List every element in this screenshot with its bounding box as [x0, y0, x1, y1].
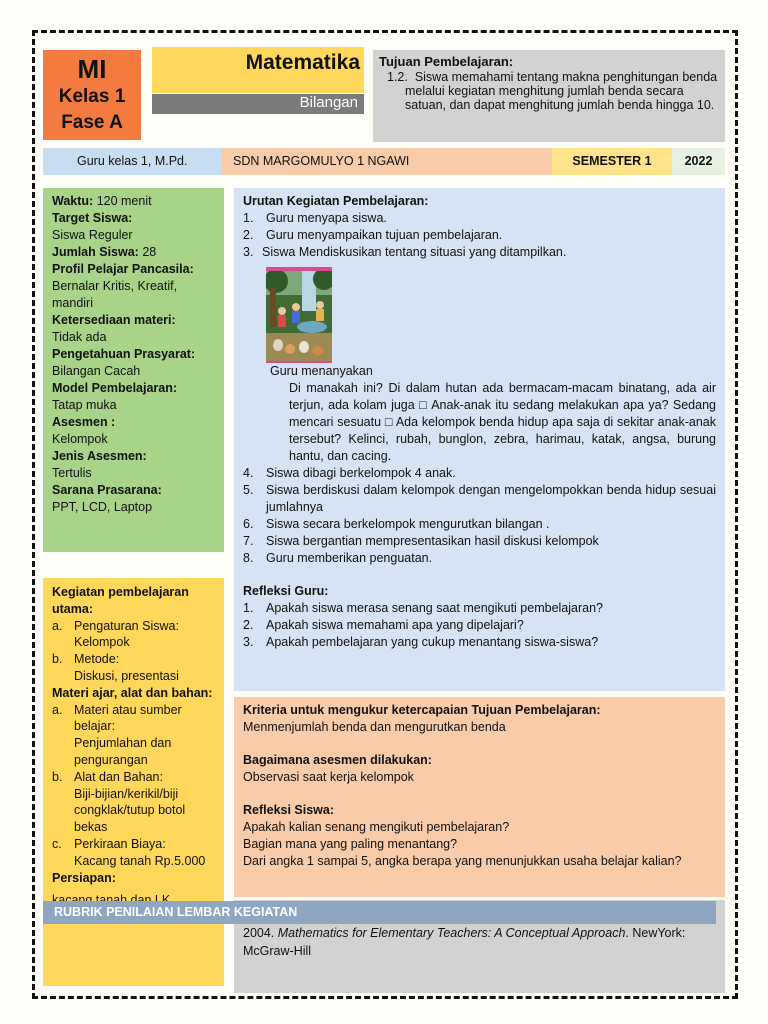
refleksi-guru-heading: Refleksi Guru:: [243, 584, 329, 598]
target-label: Target Siswa:: [52, 211, 133, 225]
item-label: Perkiraan Biaya:: [74, 836, 166, 851]
urutan-heading: Urutan Kegiatan Pembelajaran:: [243, 194, 429, 208]
item-value: Penjumlahan dan pengurangan: [74, 736, 172, 767]
kegiatan-heading: Kegiatan pembelajaran utama:: [52, 585, 189, 616]
item-text: Apakah siswa merasa senang saat mengikuti pembelajaran?: [266, 601, 603, 615]
step-number: 3.: [243, 245, 254, 259]
grade-label: Kelas 1: [58, 86, 126, 107]
teacher-field: Guru kelas 1, M.Pd.: [43, 148, 221, 175]
year-field: 2022: [672, 148, 725, 175]
prasyarat-value: Bilangan Cacah: [52, 364, 141, 378]
activity-sequence-panel: [234, 188, 725, 691]
reference-publisher: . NewYork: McGraw-Hill: [243, 926, 686, 958]
item-marker: b.: [52, 652, 63, 667]
step-item: [243, 482, 716, 516]
semester-field: SEMESTER 1: [552, 148, 672, 175]
jenis-label: Jenis Asesmen:: [52, 449, 147, 463]
jenis-value: Tertulis: [52, 466, 92, 480]
item-marker: a.: [52, 618, 63, 633]
reflection-item: [243, 634, 716, 651]
item-value: Biji-bijian/kerikil/biji congklak/tutup botol bekas: [74, 786, 186, 835]
item-text: Apakah siswa memahami apa yang dipelajari?: [266, 618, 524, 632]
step-item: [243, 516, 716, 533]
item-value: Diskusi, presentasi: [74, 668, 179, 683]
step-text: Siswa Mendiskusikan tentang situasi yang ditampilkan.: [262, 245, 567, 259]
reference-year: 2004.: [243, 926, 275, 940]
step-number: 4.: [243, 466, 254, 480]
item-number: 1.: [243, 601, 254, 615]
asesmen-value: Kelompok: [52, 432, 108, 446]
step-item: [243, 533, 716, 550]
item-text: Apakah pembelajaran yang cukup menantang siswa-siswa?: [266, 635, 599, 649]
list-item: [52, 702, 215, 769]
refleksi-siswa-item: Dari angka 1 sampai 5, angka berapa yang menunjukkan usaha belajar kalian?: [243, 854, 682, 868]
objective-body: Siswa memahami tentang makna penghitungan benda melalui kegiatan menghitung jumlah benda secara satuan, dan dapat menghitung jumlah benda hingga 10.: [405, 70, 718, 112]
item-marker: c.: [52, 836, 62, 851]
profil-value: Bernalar Kritis, Kreatif, mandiri: [52, 279, 178, 310]
step-item: [243, 550, 716, 567]
ketersediaan-label: Ketersediaan materi:: [52, 313, 176, 327]
objective-heading: Tujuan Pembelajaran:: [379, 54, 514, 69]
step-number: 2.: [243, 228, 254, 242]
profil-label: Profil Pelajar Pancasila:: [52, 262, 194, 276]
item-value: Kelompok: [74, 635, 130, 650]
subject-banner: [152, 47, 364, 93]
step-text: Guru menyampaikan tujuan pembelajaran.: [266, 228, 503, 242]
step-text: Guru menyapa siswa.: [266, 211, 387, 225]
step-number: 6.: [243, 517, 254, 531]
item-number: 3.: [243, 635, 254, 649]
rubric-banner: RUBRIK PENILAIAN LEMBAR KEGIATAN: [43, 901, 716, 924]
list-item: [52, 836, 215, 870]
sarana-label: Sarana Prasarana:: [52, 483, 162, 497]
activity-panel: [43, 578, 224, 986]
subject-title: Matematika: [245, 51, 360, 74]
step-number: 8.: [243, 551, 254, 565]
school-field: SDN MARGOMULYO 1 NGAWI: [221, 148, 552, 175]
sarana-value: PPT, LCD, Laptop: [52, 500, 153, 514]
target-value: Siswa Reguler: [52, 228, 133, 242]
level-label: MI: [77, 54, 107, 84]
phase-label: Fase A: [61, 112, 123, 133]
step-item: [243, 465, 716, 482]
list-item: [52, 769, 215, 836]
asesmen-text: Observasi saat kerja kelompok: [243, 770, 414, 784]
jumlah-label: Jumlah Siswa:: [52, 245, 139, 259]
reference-title: Mathematics for Elementary Teachers: A Conceptual Approach: [277, 926, 626, 940]
assessment-panel: [234, 697, 725, 897]
objective-text: [379, 70, 719, 112]
step-item: [243, 227, 716, 244]
asesmen-heading: Bagaimana asesmen dilakukan:: [243, 753, 432, 767]
model-value: Tatap muka: [52, 398, 117, 412]
step-text: Siswa dibagi berkelompok 4 anak.: [266, 466, 456, 480]
reflection-item: [243, 617, 716, 634]
kriteria-heading: Kriteria untuk mengukur ketercapaian Tujuan Pembelajaran:: [243, 703, 601, 717]
step-text: Guru memberikan penguatan.: [266, 551, 433, 565]
item-label: Metode:: [74, 652, 120, 667]
refleksi-siswa-heading: Refleksi Siswa:: [243, 803, 335, 817]
reflection-item: [243, 600, 716, 617]
list-item: [52, 618, 215, 652]
step-text: Siswa bergantian mempresentasikan hasil diskusi kelompok: [266, 534, 599, 548]
step-item: [243, 244, 716, 261]
identity-panel: [43, 188, 224, 552]
step-text: Siswa berdiskusi dalam kelompok dengan mengelompokkan benda hidup sesuai jumlahnya: [266, 483, 716, 514]
ketersediaan-value: Tidak ada: [52, 330, 107, 344]
learning-objective-box: [373, 50, 725, 142]
waktu-label: Waktu:: [52, 194, 94, 208]
item-label: Materi atau sumber belajar:: [74, 702, 182, 734]
asesmen-label: Asesmen :: [52, 415, 116, 429]
forest-illustration: [266, 267, 332, 361]
step-number: 7.: [243, 534, 254, 548]
item-marker: a.: [52, 702, 63, 717]
level-box: [43, 50, 141, 140]
guru-menanyakan-label: Guru menanyakan: [270, 364, 373, 378]
step-text: Siswa secara berkelompok mengurutkan bilangan .: [266, 517, 550, 531]
item-label: Alat dan Bahan:: [74, 769, 163, 784]
topic-banner: [152, 94, 364, 114]
kriteria-text: Menmenjumlah benda dan mengurutkan benda: [243, 720, 506, 734]
guide-questions: Di manakah ini? Di dalam hutan ada bermacam-macam binatang, ada air terjun, ada kolam juga □ Anak-anak itu sedang melakukan apa ya? Sedang mencari sesuatu □ Ada kelompok benda hidup apa saja di sekitar anak-anak tersebut? Kelinci, rubah, bunglon, zebra, harimau, katak, angsa, burung hantu, dan cacing.: [289, 381, 716, 463]
topic-title: Bilangan: [299, 94, 358, 111]
prasyarat-label: Pengetahuan Prasyarat:: [52, 347, 196, 361]
refleksi-siswa-item: Bagian mana yang paling menantang?: [243, 837, 458, 851]
step-item: [243, 210, 716, 227]
refleksi-siswa-item: Apakah kalian senang mengikuti pembelajaran?: [243, 820, 510, 834]
jumlah-value: 28: [142, 245, 157, 259]
forest-scene-image: [266, 267, 332, 363]
list-item: [52, 651, 215, 685]
persiapan-heading: Persiapan:: [52, 870, 116, 885]
item-value: Kacang tanah Rp.5.000: [74, 853, 206, 868]
step-number: 1.: [243, 211, 254, 225]
step-number: 5.: [243, 483, 254, 497]
item-number: 2.: [243, 618, 254, 632]
waktu-value: 120 menit: [96, 194, 152, 208]
materi-heading: Materi ajar, alat dan bahan:: [52, 685, 213, 700]
model-label: Model Pembelajaran:: [52, 381, 178, 395]
item-label: Pengaturan Siswa:: [74, 618, 179, 633]
item-marker: b.: [52, 769, 63, 784]
objective-number: 1.2.: [387, 70, 408, 84]
